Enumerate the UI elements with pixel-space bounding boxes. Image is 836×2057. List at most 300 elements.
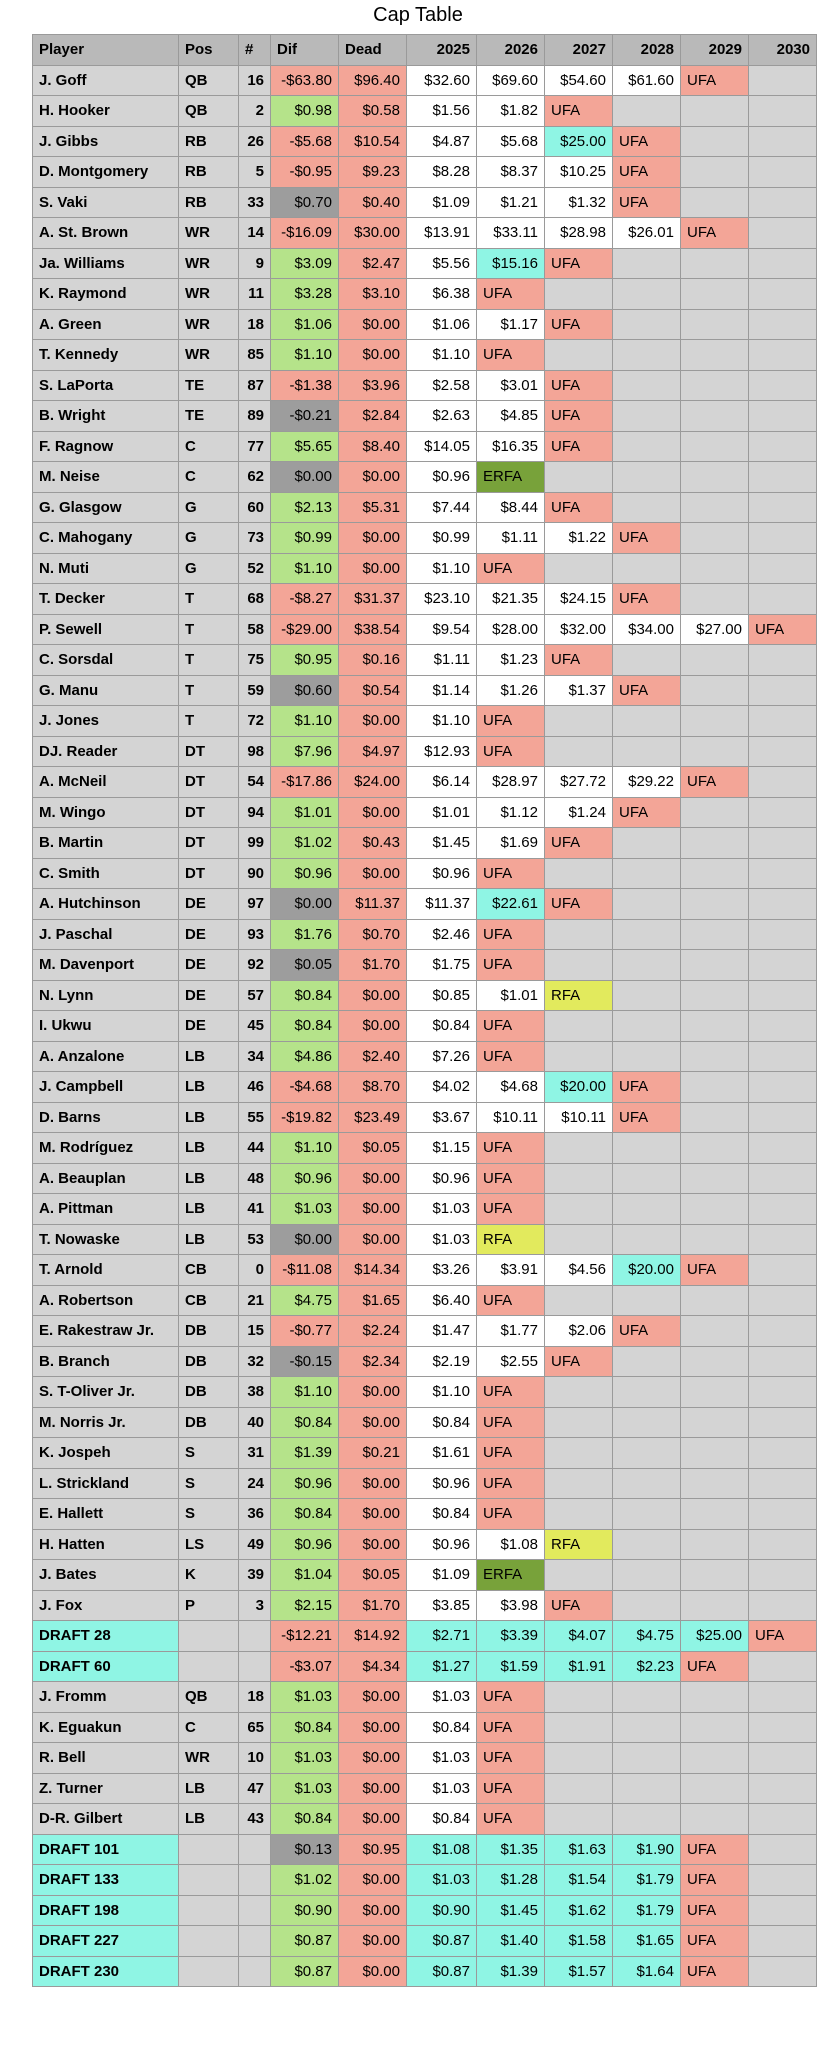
cell-player[interactable]: N. Lynn	[33, 980, 179, 1011]
cell-y2025[interactable]: $0.84	[407, 1712, 477, 1743]
cell-y2028[interactable]	[613, 1041, 681, 1072]
cell-y2028[interactable]	[613, 1468, 681, 1499]
cell-number[interactable]: 49	[239, 1529, 271, 1560]
cell-y2026[interactable]: UFA	[477, 1804, 545, 1835]
cell-y2027[interactable]	[545, 279, 613, 310]
cell-number[interactable]: 53	[239, 1224, 271, 1255]
cell-y2027[interactable]: $1.37	[545, 675, 613, 706]
cell-dead[interactable]: $0.00	[339, 858, 407, 889]
cell-number[interactable]: 57	[239, 980, 271, 1011]
cell-pos[interactable]: DT	[179, 736, 239, 767]
cell-y2025[interactable]: $2.71	[407, 1621, 477, 1652]
cell-dif[interactable]: $1.39	[271, 1438, 339, 1469]
cell-y2025[interactable]: $2.58	[407, 370, 477, 401]
table-row[interactable]	[33, 1865, 817, 1896]
cell-player[interactable]: M. Neise	[33, 462, 179, 493]
cell-number[interactable]: 44	[239, 1133, 271, 1164]
cell-y2028[interactable]	[613, 1529, 681, 1560]
cell-pos[interactable]: T	[179, 614, 239, 645]
cell-y2028[interactable]: UFA	[613, 584, 681, 615]
cell-player[interactable]: T. Decker	[33, 584, 179, 615]
cell-y2028[interactable]	[613, 1804, 681, 1835]
cell-y2027[interactable]	[545, 736, 613, 767]
cell-dead[interactable]: $0.00	[339, 1468, 407, 1499]
cell-player[interactable]: M. Wingo	[33, 797, 179, 828]
cell-y2030[interactable]	[749, 1499, 817, 1530]
cell-player[interactable]: A. Green	[33, 309, 179, 340]
cell-y2027[interactable]	[545, 1133, 613, 1164]
cell-y2027[interactable]	[545, 1224, 613, 1255]
table-row[interactable]	[33, 1438, 817, 1469]
cell-y2025[interactable]: $1.10	[407, 706, 477, 737]
cell-y2026[interactable]: $1.11	[477, 523, 545, 554]
cell-y2028[interactable]: $26.01	[613, 218, 681, 249]
cell-number[interactable]: 34	[239, 1041, 271, 1072]
cell-dead[interactable]: $2.84	[339, 401, 407, 432]
cell-y2026[interactable]: ERFA	[477, 1560, 545, 1591]
cell-y2030[interactable]	[749, 584, 817, 615]
cell-number[interactable]: 18	[239, 1682, 271, 1713]
cell-pos[interactable]	[179, 1956, 239, 1987]
table-row[interactable]	[33, 126, 817, 157]
cell-y2026[interactable]: UFA	[477, 1011, 545, 1042]
cell-y2030[interactable]	[749, 1316, 817, 1347]
cell-number[interactable]: 85	[239, 340, 271, 371]
cell-number[interactable]: 90	[239, 858, 271, 889]
cell-y2027[interactable]: $10.11	[545, 1102, 613, 1133]
table-row[interactable]	[33, 889, 817, 920]
cell-player[interactable]: N. Muti	[33, 553, 179, 584]
table-row[interactable]	[33, 614, 817, 645]
cell-number[interactable]: 60	[239, 492, 271, 523]
cell-number[interactable]	[239, 1895, 271, 1926]
cell-player[interactable]: A. McNeil	[33, 767, 179, 798]
cell-number[interactable]: 75	[239, 645, 271, 676]
cell-y2026[interactable]: $1.59	[477, 1651, 545, 1682]
cell-y2028[interactable]	[613, 462, 681, 493]
cell-y2026[interactable]: UFA	[477, 858, 545, 889]
cell-number[interactable]: 62	[239, 462, 271, 493]
cell-y2026[interactable]: $3.98	[477, 1590, 545, 1621]
table-row[interactable]	[33, 1468, 817, 1499]
cell-y2030[interactable]	[749, 1468, 817, 1499]
cell-number[interactable]	[239, 1621, 271, 1652]
cell-number[interactable]: 26	[239, 126, 271, 157]
cell-player[interactable]: C. Sorsdal	[33, 645, 179, 676]
cell-y2030[interactable]	[749, 1255, 817, 1286]
cell-dead[interactable]: $3.96	[339, 370, 407, 401]
cell-dif[interactable]: $0.05	[271, 950, 339, 981]
cell-y2026[interactable]: $28.00	[477, 614, 545, 645]
cell-dif[interactable]: $0.99	[271, 523, 339, 554]
cell-y2028[interactable]	[613, 340, 681, 371]
cell-y2026[interactable]: UFA	[477, 1712, 545, 1743]
cell-dif[interactable]: $1.02	[271, 828, 339, 859]
cell-player[interactable]: A. Robertson	[33, 1285, 179, 1316]
cell-y2030[interactable]	[749, 65, 817, 96]
cell-dead[interactable]: $0.00	[339, 553, 407, 584]
cell-y2028[interactable]: UFA	[613, 1102, 681, 1133]
cell-dead[interactable]: $14.34	[339, 1255, 407, 1286]
cell-dif[interactable]: $1.10	[271, 553, 339, 584]
cell-number[interactable]: 10	[239, 1743, 271, 1774]
cell-y2029[interactable]	[681, 279, 749, 310]
cell-y2028[interactable]	[613, 431, 681, 462]
cell-y2029[interactable]	[681, 431, 749, 462]
cell-pos[interactable]	[179, 1834, 239, 1865]
cell-y2029[interactable]	[681, 1285, 749, 1316]
cell-number[interactable]: 52	[239, 553, 271, 584]
cell-y2027[interactable]: $1.32	[545, 187, 613, 218]
cell-y2029[interactable]	[681, 1743, 749, 1774]
cell-player[interactable]: A. Anzalone	[33, 1041, 179, 1072]
table-row[interactable]	[33, 1773, 817, 1804]
cell-dead[interactable]: $1.70	[339, 950, 407, 981]
cell-player[interactable]: Z. Turner	[33, 1773, 179, 1804]
cell-dead[interactable]: $0.00	[339, 980, 407, 1011]
cell-player[interactable]: T. Nowaske	[33, 1224, 179, 1255]
cell-y2026[interactable]: $15.16	[477, 248, 545, 279]
col-header-2028[interactable]: 2028	[613, 35, 681, 66]
cell-dead[interactable]: $38.54	[339, 614, 407, 645]
cell-dif[interactable]: $2.15	[271, 1590, 339, 1621]
cell-dead[interactable]: $0.00	[339, 309, 407, 340]
table-row[interactable]	[33, 858, 817, 889]
cell-dif[interactable]: -$0.95	[271, 157, 339, 188]
table-row[interactable]	[33, 1102, 817, 1133]
cell-y2029[interactable]: UFA	[681, 1834, 749, 1865]
cell-y2027[interactable]: $1.63	[545, 1834, 613, 1865]
cell-y2029[interactable]	[681, 1682, 749, 1713]
cell-y2028[interactable]: UFA	[613, 797, 681, 828]
table-row[interactable]	[33, 1163, 817, 1194]
cell-dead[interactable]: $0.00	[339, 462, 407, 493]
cell-y2026[interactable]: UFA	[477, 279, 545, 310]
cell-y2026[interactable]: $1.40	[477, 1926, 545, 1957]
cell-y2025[interactable]: $0.85	[407, 980, 477, 1011]
cell-y2030[interactable]	[749, 950, 817, 981]
cell-y2026[interactable]: UFA	[477, 950, 545, 981]
cell-y2030[interactable]	[749, 1407, 817, 1438]
cell-y2025[interactable]: $2.63	[407, 401, 477, 432]
cell-y2030[interactable]	[749, 1041, 817, 1072]
cell-y2030[interactable]	[749, 523, 817, 554]
cell-y2027[interactable]: $1.58	[545, 1926, 613, 1957]
cell-y2029[interactable]	[681, 980, 749, 1011]
cell-dead[interactable]: $0.00	[339, 1529, 407, 1560]
cell-number[interactable]: 33	[239, 187, 271, 218]
cell-y2025[interactable]: $3.85	[407, 1590, 477, 1621]
cell-y2025[interactable]: $0.87	[407, 1926, 477, 1957]
cell-y2030[interactable]	[749, 1804, 817, 1835]
cell-y2026[interactable]: $1.28	[477, 1865, 545, 1896]
cell-pos[interactable]: G	[179, 492, 239, 523]
cell-y2027[interactable]: UFA	[545, 828, 613, 859]
cell-y2026[interactable]: UFA	[477, 1041, 545, 1072]
cell-y2029[interactable]	[681, 645, 749, 676]
cell-y2026[interactable]: UFA	[477, 1773, 545, 1804]
cell-pos[interactable]: S	[179, 1499, 239, 1530]
cell-y2029[interactable]: UFA	[681, 1956, 749, 1987]
cell-dead[interactable]: $0.00	[339, 340, 407, 371]
cell-dif[interactable]: $0.00	[271, 889, 339, 920]
cell-pos[interactable]: QB	[179, 1682, 239, 1713]
cell-dead[interactable]: $0.16	[339, 645, 407, 676]
cell-dead[interactable]: $0.00	[339, 706, 407, 737]
cell-y2026[interactable]: $1.12	[477, 797, 545, 828]
cell-y2030[interactable]	[749, 919, 817, 950]
cell-dif[interactable]: $1.04	[271, 1560, 339, 1591]
cell-y2027[interactable]: $25.00	[545, 126, 613, 157]
cell-y2029[interactable]: UFA	[681, 1865, 749, 1896]
table-row[interactable]	[33, 1407, 817, 1438]
cell-dif[interactable]: -$16.09	[271, 218, 339, 249]
cell-dif[interactable]: $0.84	[271, 1804, 339, 1835]
cell-dif[interactable]: $0.70	[271, 187, 339, 218]
cell-y2027[interactable]: $1.54	[545, 1865, 613, 1896]
cell-dead[interactable]: $8.40	[339, 431, 407, 462]
cell-y2027[interactable]	[545, 1285, 613, 1316]
cell-y2028[interactable]	[613, 828, 681, 859]
cell-y2026[interactable]: ERFA	[477, 462, 545, 493]
cell-player[interactable]: E. Hallett	[33, 1499, 179, 1530]
cell-y2025[interactable]: $1.03	[407, 1682, 477, 1713]
cell-player[interactable]: Ja. Williams	[33, 248, 179, 279]
cell-y2029[interactable]	[681, 1438, 749, 1469]
cell-dif[interactable]: $0.96	[271, 1163, 339, 1194]
cell-y2028[interactable]	[613, 1590, 681, 1621]
cell-y2028[interactable]: $1.79	[613, 1865, 681, 1896]
cell-y2030[interactable]	[749, 1438, 817, 1469]
cell-dead[interactable]: $0.00	[339, 1682, 407, 1713]
cell-y2028[interactable]	[613, 1011, 681, 1042]
cell-dif[interactable]: -$63.80	[271, 65, 339, 96]
cell-player[interactable]: S. T-Oliver Jr.	[33, 1377, 179, 1408]
cell-player[interactable]: P. Sewell	[33, 614, 179, 645]
cell-dead[interactable]: $24.00	[339, 767, 407, 798]
cell-y2029[interactable]	[681, 1407, 749, 1438]
cell-y2029[interactable]	[681, 1011, 749, 1042]
cell-y2025[interactable]: $1.15	[407, 1133, 477, 1164]
cell-y2025[interactable]: $1.09	[407, 187, 477, 218]
cell-number[interactable]	[239, 1651, 271, 1682]
cell-y2027[interactable]	[545, 1804, 613, 1835]
cell-dif[interactable]: $0.90	[271, 1895, 339, 1926]
cell-y2030[interactable]: UFA	[749, 1621, 817, 1652]
cell-y2027[interactable]	[545, 1377, 613, 1408]
cell-y2030[interactable]	[749, 1712, 817, 1743]
cell-number[interactable]	[239, 1865, 271, 1896]
table-row[interactable]	[33, 279, 817, 310]
cell-y2029[interactable]	[681, 1590, 749, 1621]
cell-y2029[interactable]	[681, 828, 749, 859]
cell-y2029[interactable]: UFA	[681, 1651, 749, 1682]
cell-y2026[interactable]: $1.08	[477, 1529, 545, 1560]
cell-y2028[interactable]: $34.00	[613, 614, 681, 645]
cell-dead[interactable]: $1.65	[339, 1285, 407, 1316]
cell-dead[interactable]: $0.21	[339, 1438, 407, 1469]
cell-y2027[interactable]: $54.60	[545, 65, 613, 96]
cell-y2026[interactable]: $8.37	[477, 157, 545, 188]
cell-number[interactable]: 5	[239, 157, 271, 188]
cell-pos[interactable]: T	[179, 706, 239, 737]
table-row[interactable]	[33, 1682, 817, 1713]
cell-player[interactable]: A. Hutchinson	[33, 889, 179, 920]
cell-number[interactable]: 2	[239, 96, 271, 127]
cell-dif[interactable]: $1.02	[271, 1865, 339, 1896]
cell-y2030[interactable]	[749, 858, 817, 889]
cell-y2030[interactable]	[749, 370, 817, 401]
cell-pos[interactable]: DE	[179, 919, 239, 950]
cell-y2025[interactable]: $1.08	[407, 1834, 477, 1865]
cell-y2026[interactable]: $5.68	[477, 126, 545, 157]
cell-dead[interactable]: $31.37	[339, 584, 407, 615]
cell-y2028[interactable]	[613, 919, 681, 950]
cell-y2025[interactable]: $13.91	[407, 218, 477, 249]
cell-y2026[interactable]: UFA	[477, 919, 545, 950]
cell-number[interactable]: 32	[239, 1346, 271, 1377]
cell-dif[interactable]: $7.96	[271, 736, 339, 767]
table-row[interactable]	[33, 340, 817, 371]
cell-y2030[interactable]	[749, 309, 817, 340]
cell-player[interactable]: DRAFT 60	[33, 1651, 179, 1682]
cell-dif[interactable]: $0.84	[271, 1407, 339, 1438]
cell-dif[interactable]: $1.10	[271, 706, 339, 737]
cell-dif[interactable]: $2.13	[271, 492, 339, 523]
cell-player[interactable]: K. Raymond	[33, 279, 179, 310]
cell-pos[interactable]: WR	[179, 1743, 239, 1774]
cell-y2029[interactable]	[681, 248, 749, 279]
cell-y2029[interactable]: $27.00	[681, 614, 749, 645]
cell-y2027[interactable]	[545, 858, 613, 889]
cell-dead[interactable]: $8.70	[339, 1072, 407, 1103]
table-row[interactable]	[33, 1224, 817, 1255]
cell-y2026[interactable]: UFA	[477, 553, 545, 584]
cell-player[interactable]: DRAFT 227	[33, 1926, 179, 1957]
cell-pos[interactable]: LB	[179, 1773, 239, 1804]
cell-dif[interactable]: -$11.08	[271, 1255, 339, 1286]
cell-dif[interactable]: -$3.07	[271, 1651, 339, 1682]
cell-pos[interactable]: WR	[179, 340, 239, 371]
cell-number[interactable]: 21	[239, 1285, 271, 1316]
cell-dif[interactable]: $1.10	[271, 340, 339, 371]
cell-y2025[interactable]: $9.54	[407, 614, 477, 645]
cell-player[interactable]: E. Rakestraw Jr.	[33, 1316, 179, 1347]
cell-number[interactable]: 43	[239, 1804, 271, 1835]
cell-y2030[interactable]	[749, 1346, 817, 1377]
cell-dead[interactable]: $3.10	[339, 279, 407, 310]
cell-dead[interactable]: $5.31	[339, 492, 407, 523]
cell-dif[interactable]: $1.03	[271, 1773, 339, 1804]
cell-player[interactable]: DJ. Reader	[33, 736, 179, 767]
cell-y2026[interactable]: $4.85	[477, 401, 545, 432]
cell-pos[interactable]: S	[179, 1468, 239, 1499]
cell-number[interactable]: 59	[239, 675, 271, 706]
cell-y2025[interactable]: $0.84	[407, 1407, 477, 1438]
cell-dead[interactable]: $0.00	[339, 1956, 407, 1987]
cell-player[interactable]: J. Fox	[33, 1590, 179, 1621]
cell-y2027[interactable]	[545, 1682, 613, 1713]
cell-y2028[interactable]: $4.75	[613, 1621, 681, 1652]
cell-y2030[interactable]	[749, 218, 817, 249]
cell-dead[interactable]: $2.34	[339, 1346, 407, 1377]
cell-y2028[interactable]	[613, 706, 681, 737]
col-header-2026[interactable]: 2026	[477, 35, 545, 66]
cell-number[interactable]: 18	[239, 309, 271, 340]
cell-player[interactable]: I. Ukwu	[33, 1011, 179, 1042]
cell-player[interactable]: J. Goff	[33, 65, 179, 96]
cell-y2025[interactable]: $1.27	[407, 1651, 477, 1682]
cell-y2029[interactable]	[681, 340, 749, 371]
cell-y2028[interactable]	[613, 553, 681, 584]
cell-y2030[interactable]	[749, 645, 817, 676]
cell-dead[interactable]: $11.37	[339, 889, 407, 920]
cell-y2026[interactable]: $1.26	[477, 675, 545, 706]
cell-number[interactable]: 9	[239, 248, 271, 279]
cell-pos[interactable]: WR	[179, 309, 239, 340]
cell-player[interactable]: K. Jospeh	[33, 1438, 179, 1469]
cell-pos[interactable]	[179, 1621, 239, 1652]
cell-y2029[interactable]: UFA	[681, 1895, 749, 1926]
cell-player[interactable]: DRAFT 28	[33, 1621, 179, 1652]
cell-y2025[interactable]: $0.96	[407, 858, 477, 889]
cell-y2030[interactable]	[749, 675, 817, 706]
cell-y2029[interactable]	[681, 96, 749, 127]
cell-pos[interactable]: DE	[179, 1011, 239, 1042]
cell-y2029[interactable]	[681, 309, 749, 340]
col-header-number[interactable]: #	[239, 35, 271, 66]
cell-y2028[interactable]	[613, 1712, 681, 1743]
cell-y2025[interactable]: $1.10	[407, 340, 477, 371]
cell-y2030[interactable]	[749, 1133, 817, 1164]
cell-y2026[interactable]: UFA	[477, 1682, 545, 1713]
cell-y2025[interactable]: $2.46	[407, 919, 477, 950]
cell-y2030[interactable]	[749, 1072, 817, 1103]
table-row[interactable]	[33, 1743, 817, 1774]
cell-y2028[interactable]	[613, 248, 681, 279]
cell-y2026[interactable]: $21.35	[477, 584, 545, 615]
cell-y2027[interactable]: $20.00	[545, 1072, 613, 1103]
cell-y2030[interactable]	[749, 431, 817, 462]
table-row[interactable]	[33, 1255, 817, 1286]
table-row[interactable]	[33, 462, 817, 493]
cell-y2026[interactable]: $1.82	[477, 96, 545, 127]
table-row[interactable]	[33, 1560, 817, 1591]
cell-pos[interactable]	[179, 1895, 239, 1926]
cell-pos[interactable]: QB	[179, 65, 239, 96]
table-row[interactable]	[33, 1804, 817, 1835]
table-row[interactable]	[33, 401, 817, 432]
cell-pos[interactable]: WR	[179, 279, 239, 310]
cell-y2030[interactable]	[749, 889, 817, 920]
table-row[interactable]	[33, 1316, 817, 1347]
cell-dead[interactable]: $9.23	[339, 157, 407, 188]
cell-y2025[interactable]: $8.28	[407, 157, 477, 188]
cell-number[interactable]: 47	[239, 1773, 271, 1804]
cell-number[interactable]: 36	[239, 1499, 271, 1530]
cell-y2027[interactable]: UFA	[545, 1346, 613, 1377]
cell-y2025[interactable]: $1.03	[407, 1773, 477, 1804]
cell-y2028[interactable]	[613, 309, 681, 340]
cell-number[interactable]: 24	[239, 1468, 271, 1499]
cell-y2029[interactable]	[681, 1499, 749, 1530]
cell-y2030[interactable]	[749, 126, 817, 157]
cell-dead[interactable]: $0.00	[339, 1011, 407, 1042]
cell-y2028[interactable]	[613, 1285, 681, 1316]
cell-dif[interactable]: $1.03	[271, 1682, 339, 1713]
table-row[interactable]	[33, 1956, 817, 1987]
cell-dif[interactable]: $0.84	[271, 1712, 339, 1743]
